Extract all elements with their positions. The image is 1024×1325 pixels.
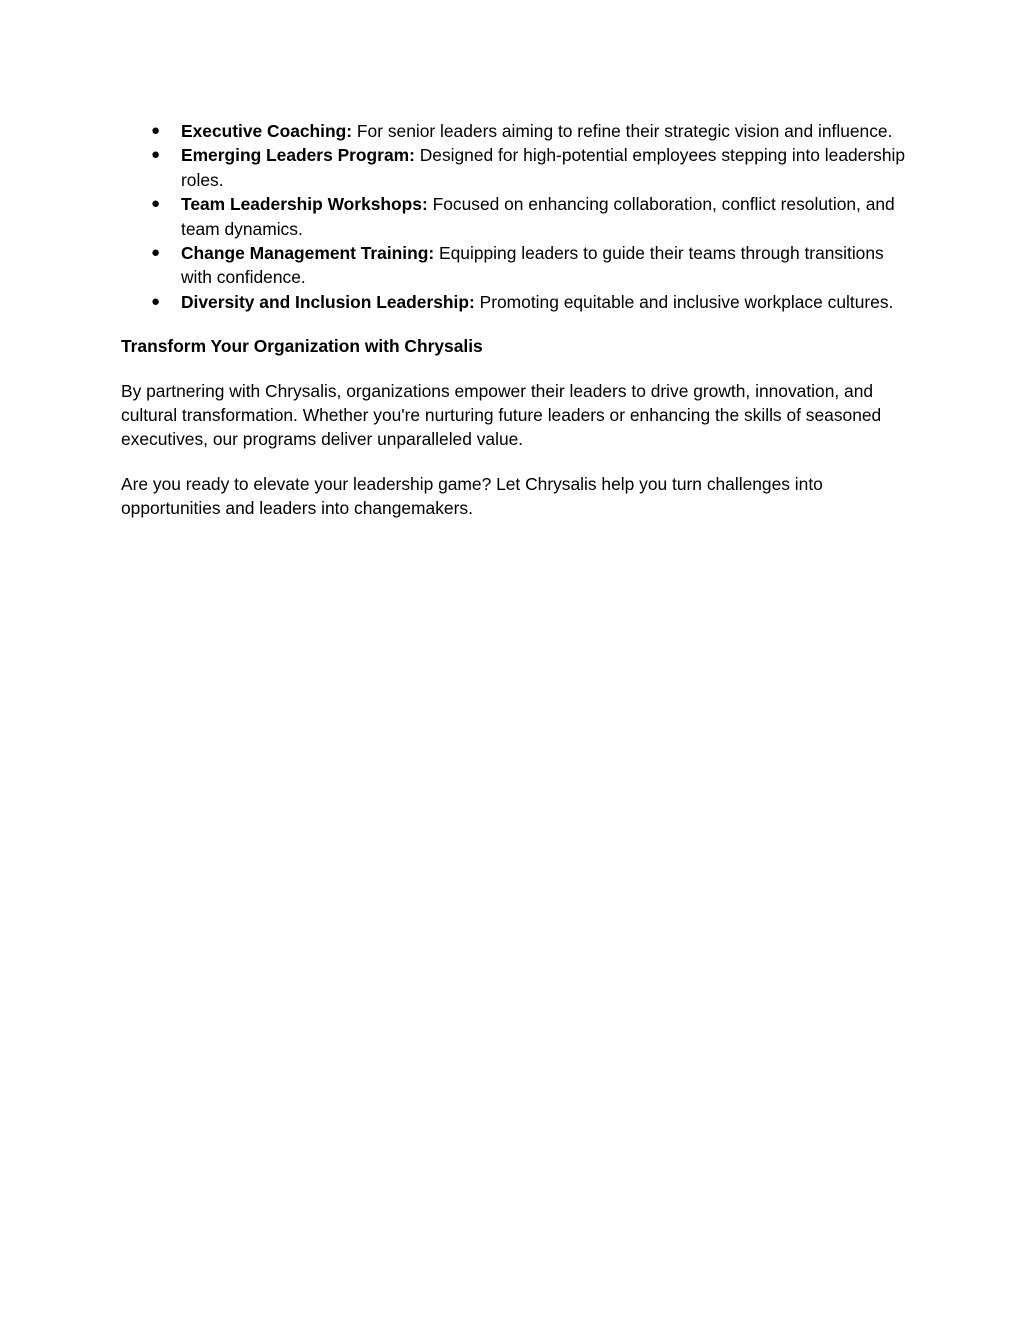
body-paragraph: Are you ready to elevate your leadership game? Let Chrysalis help you turn challenges into opportunities and leaders into changemakers. bbox=[121, 473, 823, 519]
list-item bbox=[121, 143, 911, 192]
bullet-icon: ● bbox=[151, 146, 161, 164]
program-term: Team Leadership Workshops: bbox=[181, 194, 428, 215]
bullet-icon: ● bbox=[151, 195, 161, 213]
list-item bbox=[121, 192, 911, 241]
list-item bbox=[121, 119, 911, 143]
list-item bbox=[121, 290, 911, 314]
body-paragraph: By partnering with Chrysalis, organizations empower their leaders to drive growth, innovation, and cultural transformation. Whether you're nurturing future leaders or enhancing the skills of seasoned executives, our programs deliver unparalleled value. bbox=[121, 380, 882, 450]
program-term: Diversity and Inclusion Leadership: bbox=[181, 291, 475, 312]
document-body bbox=[121, 119, 911, 521]
list-item bbox=[121, 241, 911, 290]
program-description: Equipping leaders to guide their teams through transitions with confidence. bbox=[181, 243, 884, 288]
program-list bbox=[121, 119, 911, 314]
program-term: Emerging Leaders Program: bbox=[181, 145, 415, 166]
bullet-icon: ● bbox=[151, 292, 161, 310]
program-description: Promoting equitable and inclusive workplace cultures. bbox=[479, 291, 894, 312]
bullet-icon: ● bbox=[151, 244, 161, 262]
program-description: Focused on enhancing collaboration, conflict resolution, and team dynamics. bbox=[181, 194, 895, 239]
bullet-icon: ● bbox=[151, 122, 161, 139]
section-heading: Transform Your Organization with Chrysalis bbox=[121, 336, 483, 357]
program-term: Executive Coaching: bbox=[181, 121, 353, 141]
program-term: Change Management Training: bbox=[181, 243, 435, 264]
program-description: Designed for high-potential employees stepping into leadership roles. bbox=[181, 145, 906, 190]
program-description: For senior leaders aiming to refine their strategic vision and influence. bbox=[356, 121, 893, 141]
